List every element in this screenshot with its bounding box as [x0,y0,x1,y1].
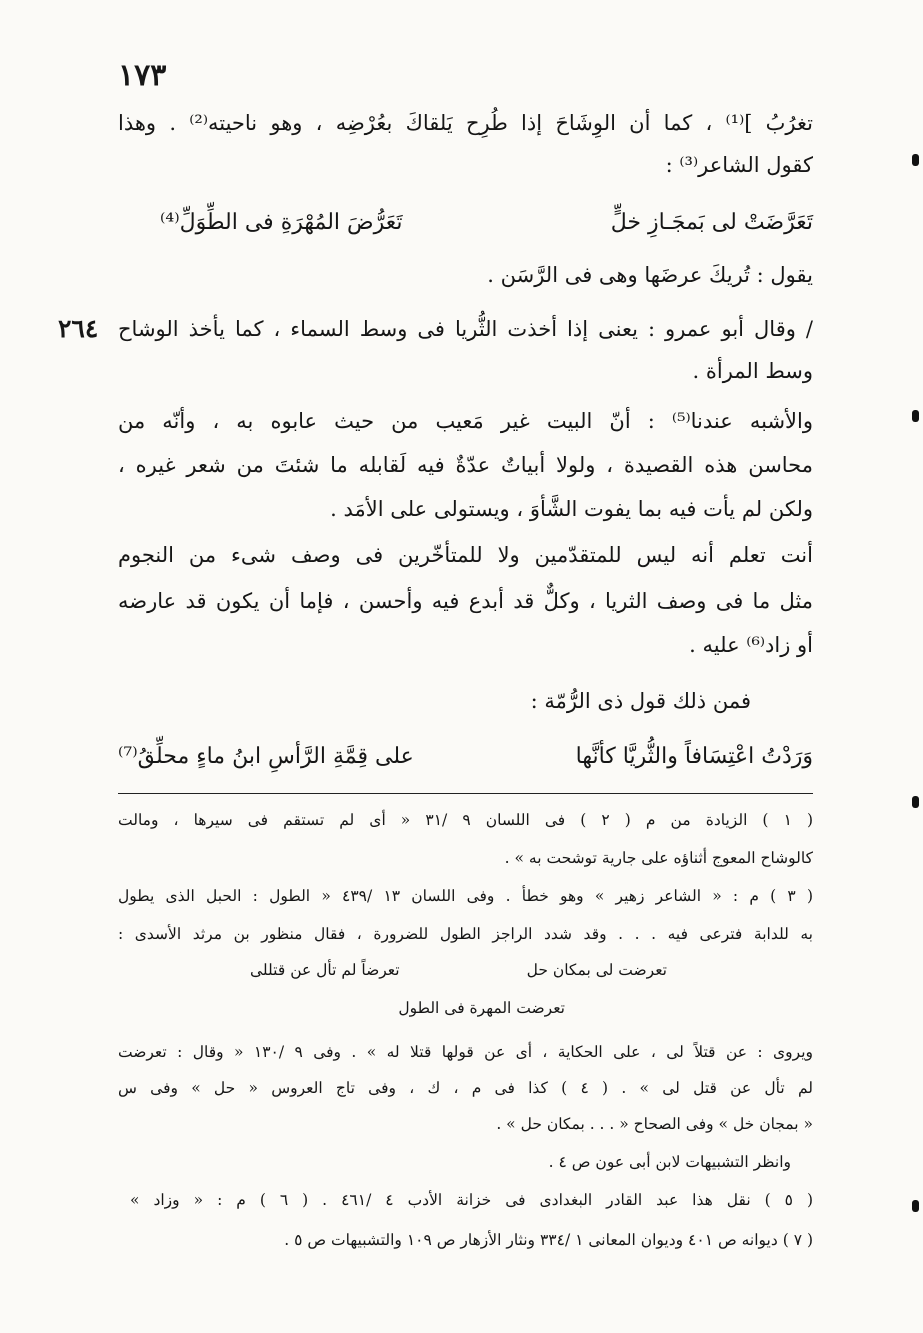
body-line-7: محاسن هذه القصيدة ، ولولا أبياتٌ عدّةٌ فيه لَقابله ما شئتَ من شعر غيره ، [118,453,813,477]
verse-1-first-hemistich: تَعَرَّضَتْ لى بَمجَـازِ خلٍّ [610,210,813,235]
footnote-separator [118,793,813,794]
body-line-6: والأشبه عندنا⁽⁵⁾ : أنّ البيت غير مَعيب من حيث عابوه به ، وأنّه من [118,409,813,433]
verse-2-second-hemistich: على قِمَّةِ الرَّأسِ ابنُ ماءٍ محلِّقُ⁽⁷⁾ [118,744,414,769]
scan-margin-mark [912,410,919,422]
page-number: ١٧٣ [118,58,167,93]
body-line-12: فمن ذلك قول ذى الرُّمّة : [530,689,751,713]
footnote-line-10: ( ٧ ) ديوانه ص ٤٠١ وديوان المعانى ١ /٣٣٤ ونثار الأزهار ص ١٠٩ والتشبيهات ص ٥ . [284,1231,813,1249]
body-line-3: يقول : تُريكَ عرضَها وهى فى الرَّسَن . [487,263,813,287]
body-line-10: مثل ما فى وصف الثريا ، وكلٌّ قد أبدع فيه وأحسن ، فإما أن يكون قد عارضه [118,589,813,613]
footnote-line-3: ( ٣ ) م : « الشاعر زهير » وهو خطأ . وفى اللسان ١٣ /٤٣٩ « الطول : الحبل الذى يطول [118,887,814,905]
footnote-line-2: كالوشاح المعوج أثناؤه على جارية توشحت به » . [504,849,813,867]
body-line-8: ولكن لم يأت فيه بما يفوت الشَّأوَ ، ويستولى على الأمَد . [330,497,813,521]
margin-page-number: ٢٦٤ [58,314,99,343]
footnote-line-1: ( ١ ) الزيادة من م ( ٢ ) فى اللسان ٩ /٣١ « أى لم تستقم فى سيرها ، ومالت [118,811,814,829]
footnote-line-7: « بمجان خل » وفى الصحاح « . . . بمكان حل » . [496,1115,813,1133]
body-line-2: كقول الشاعر⁽³⁾ : [665,153,813,177]
footnote-verse-1-left: تعرضاً لم تأل عن قتللى [250,961,400,979]
scan-margin-mark [912,1200,919,1212]
body-line-11: أو زاد⁽⁶⁾ عليه . [689,633,813,657]
body-line-5: وسط المرأة . [692,359,813,383]
footnote-line-5: ويروى : عن قتلاً لى ، على الحكاية ، أى عن قولها قتلا له » . وفى ٩ /١٣٠ « وقال : تعرضت [118,1043,813,1061]
footnote-line-6: لم تأل عن قتل لى » . ( ٤ ) كذا فى م ، ك ، وفى تاج العروس « حل » وفى س [118,1079,813,1097]
body-line-4: / وقال أبو عمرو : يعنى إذا أخذت الثُّريا فى وسط السماء ، كما يأخذ الوشاح [118,317,813,341]
verse-2 [118,742,813,774]
verse-1 [160,208,813,240]
verse-2-first-hemistich: وَرَدْتُ اعْتِسَافاً والثُّريَّا كأنَّها [575,744,813,769]
footnote-line-4: به للدابة فترعى فيه . . . وقد شدد الراجز الطول للضرورة ، فقال منظور بن مرثد الأسدى : [118,925,813,943]
footnote-verse-1-right: تعرضت لى بمكان حل [526,961,667,979]
body-line-1: تغرُبُ ]⁽¹⁾ ، كما أن الوِشَاحَ إذا طُرِح يَلقاكَ بعُرْضِه ، وهو ناحيته⁽²⁾ . وهذا [118,111,813,135]
scan-margin-mark [912,796,919,808]
footnote-verse-2: تعرضت المهرة فى الطول [398,999,565,1017]
footnote-line-9: ( ٥ ) نقل هذا عبد القادر البغدادى فى خزانة الأدب ٤ /٤٦١ . ( ٦ ) م : « وزاد » [130,1191,813,1209]
scan-margin-mark [912,154,919,166]
body-line-9: أنت تعلم أنه ليس للمتقدّمين ولا للمتأخّرين فى وصف شىء من النجوم [118,543,813,567]
footnote-line-8: وانظر التشبيهات لابن أبى عون ص ٤ . [548,1153,791,1171]
verse-1-second-hemistich: تَعَرُّضَ المُهْرَةِ فى الطِّوَلِّ⁽⁴⁾ [160,210,403,235]
